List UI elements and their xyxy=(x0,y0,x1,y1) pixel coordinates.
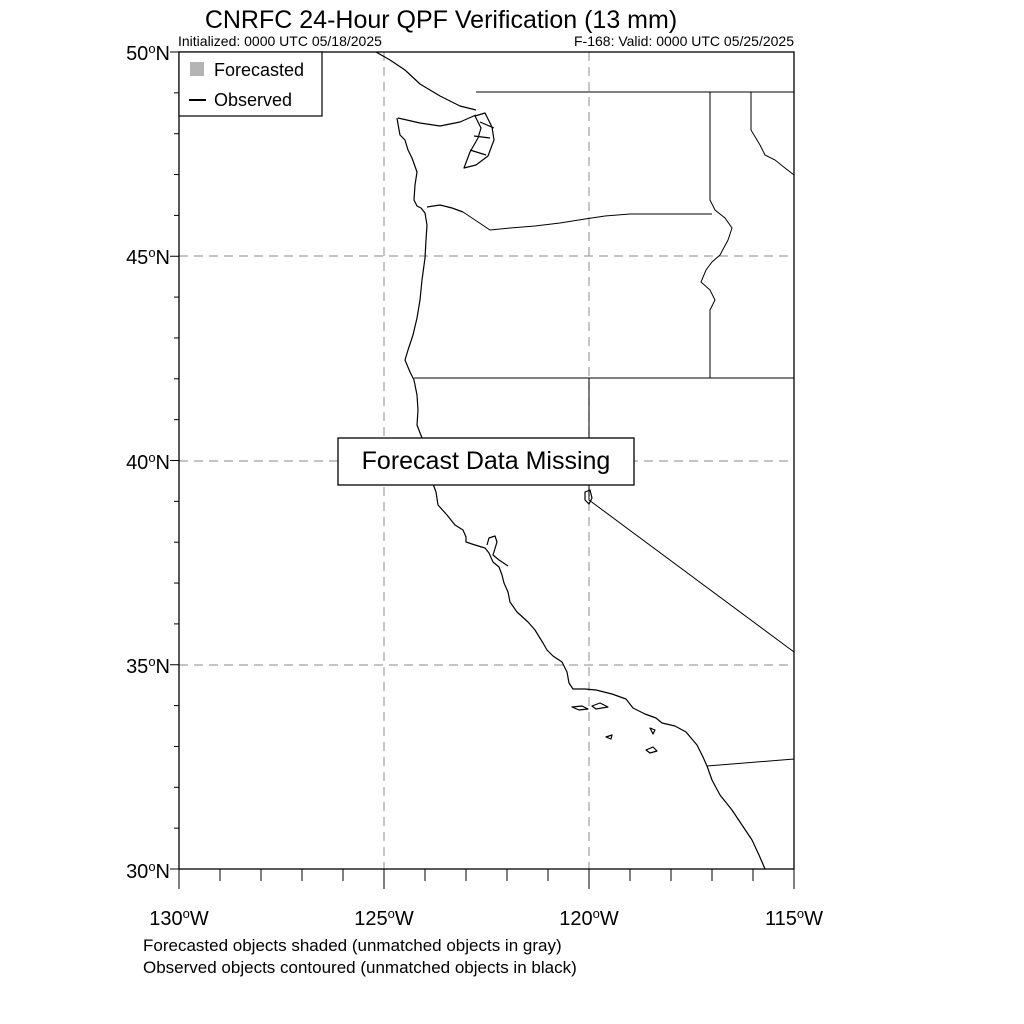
columbia-river-mouth xyxy=(427,205,463,212)
lat-label-40: 40$^o$N xyxy=(126,450,170,474)
lat-label-30: 30$^o$N xyxy=(126,859,170,883)
missing-data-notice xyxy=(338,438,634,485)
us-mexico-boundary xyxy=(707,759,794,766)
wa-or-boundary xyxy=(463,212,712,230)
lon-label-130: 130$^o$W xyxy=(149,906,209,930)
lon-label-115: 115$^o$W xyxy=(764,906,824,930)
lat-label-45: 45$^o$N xyxy=(126,245,170,269)
wa-id-boundary xyxy=(701,92,732,378)
lon-label-120: 120$^o$W xyxy=(559,906,619,930)
lon-labels xyxy=(149,906,823,930)
init-time: Initialized: 0000 UTC 05/18/2025 xyxy=(178,33,382,49)
lon-label-125: 125$^o$W xyxy=(354,906,414,930)
lat-label-50: 50$^o$N xyxy=(126,41,170,65)
legend-forecasted-label: Forecasted xyxy=(214,60,305,80)
lat-labels xyxy=(126,41,170,883)
legend-observed-label: Observed xyxy=(214,90,293,110)
missing-data-text: Forecast Data Missing xyxy=(361,447,611,475)
strait-and-vancouver-island xyxy=(376,52,476,126)
legend xyxy=(179,52,322,116)
sf-bay xyxy=(487,536,508,566)
id-mt-boundary xyxy=(751,92,794,175)
puget-sound xyxy=(464,113,494,168)
footnote-forecasted: Forecasted objects shaded (unmatched objects in gray) xyxy=(143,936,562,955)
map-title: CNRFC 24-Hour QPF Verification (13 mm) xyxy=(204,6,678,34)
lat-label-35: 35$^o$N xyxy=(126,654,170,678)
valid-time: F-168: Valid: 0000 UTC 05/25/2025 xyxy=(574,33,794,49)
us-west-coastline xyxy=(397,118,765,869)
footnote-observed: Observed objects contoured (unmatched objects in black) xyxy=(143,958,577,977)
ca-nv-boundary xyxy=(589,378,794,652)
channel-islands xyxy=(572,703,657,753)
forecasted-swatch xyxy=(190,62,204,76)
